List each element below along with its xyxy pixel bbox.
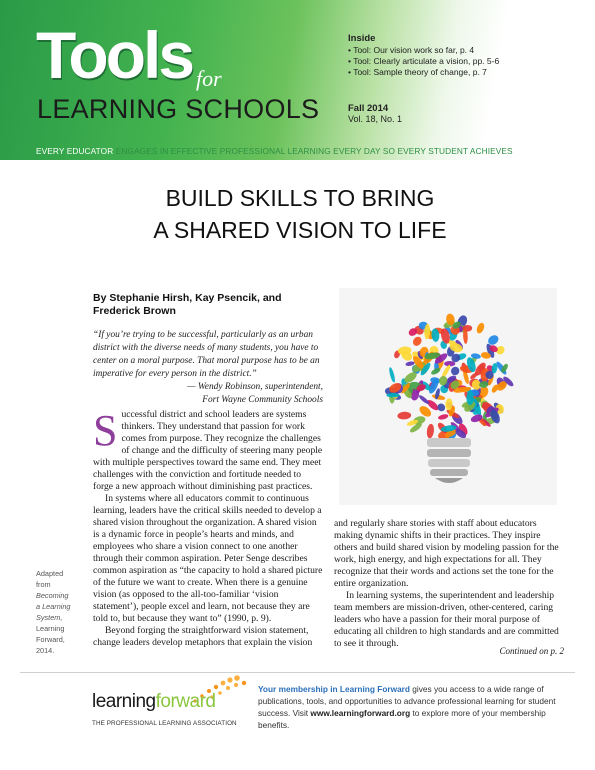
hand-shape bbox=[475, 322, 485, 335]
byline bbox=[93, 292, 323, 318]
article-paragraph: Beyond forging the straightforward vision statement, change leaders develop metaphors that explain the vision bbox=[93, 625, 313, 648]
tagline-part1: EVERY EDUCATOR bbox=[36, 146, 114, 156]
paragraph-text: uccessful district and school leaders are systems thinkers. They understand that passion for work comes from purpose. They recognize the challenges of change and the difficulty of steering many people with multiple perspectives toward the same end. They meet challenges with the conviction and fortitude needed to forge a new approach without diminishing past practices. bbox=[93, 409, 323, 492]
source-note-line: from bbox=[36, 580, 51, 589]
logo-tagline: THE PROFESSIONAL LEARNING ASSOCIATION bbox=[92, 720, 237, 727]
source-note-line: System, bbox=[36, 613, 63, 622]
source-note bbox=[36, 568, 86, 656]
website-link[interactable]: www.learningforward.org bbox=[310, 708, 411, 718]
article-column-2 bbox=[334, 518, 564, 650]
source-note-line: Adapted bbox=[36, 569, 64, 578]
inside-box bbox=[348, 33, 588, 78]
article-paragraph: and regularly share stories with staff about educators making dynamic shifts in their practices. They inspire others and build shared vision by modeling passion for the work, high energy, and high expectations for all. They recognize that their words and actions set the tone for the entire organization. bbox=[334, 518, 559, 589]
hand-shape bbox=[426, 423, 435, 438]
article-headline bbox=[50, 182, 550, 246]
hand-shape bbox=[418, 394, 430, 405]
quote-attribution-1: — Wendy Robinson, superintendent, bbox=[187, 382, 323, 392]
tagline bbox=[36, 146, 576, 156]
continued-note: Continued on p. 2 bbox=[499, 646, 564, 656]
issue-info bbox=[348, 103, 402, 125]
masthead-title: Tools bbox=[36, 18, 193, 92]
hand-shape bbox=[388, 367, 396, 383]
byline-line2: Frederick Brown bbox=[93, 305, 176, 317]
learning-forward-logo bbox=[92, 691, 215, 713]
membership-text-1: gives you access to a wide range of publications, tools, and opportunities to advance professional learning for student success. Visit bbox=[258, 684, 556, 718]
article-paragraph: In systems where all educators commit to continuous learning, leaders have the critical skills needed to develop a shared vision throughout the organization. A shared vision is a dynamic force in people’s hearts and minds, and employees who share a vision connect to one another through their common aspiration. Peter Senge describes common aspiration as “the capacity to hold a shared picture of the future we want to create. When there is a genuine vision (as opposed to the all-too-familiar ‘vision statement’), people excel and learn, not because they are told to, but because they want to” (1990, p. 9). bbox=[93, 493, 323, 624]
issue-volume: Vol. 18, No. 1 bbox=[348, 114, 403, 124]
headline-line1: BUILD SKILLS TO BRING bbox=[165, 185, 435, 211]
membership-text-2: to explore more of your membership benefits. bbox=[258, 708, 546, 730]
source-note-line: a Learning bbox=[36, 602, 71, 611]
source-note-line: Becoming bbox=[36, 591, 69, 600]
article-paragraph bbox=[93, 406, 323, 493]
drop-cap: S bbox=[93, 406, 118, 455]
hand-shape bbox=[437, 413, 448, 420]
membership-lead: Your membership in Learning Forward bbox=[258, 684, 410, 694]
pull-quote bbox=[93, 329, 323, 407]
article-column-1 bbox=[93, 406, 323, 649]
hand-shape bbox=[397, 411, 411, 420]
source-note-line: Learning bbox=[36, 624, 65, 633]
hand-shape bbox=[449, 365, 461, 377]
lightbulb-hands-illustration bbox=[339, 288, 557, 505]
tagline-part2: ENGAGES IN EFFECTIVE PROFESSIONAL LEARNING EVERY DAY SO EVERY STUDENT ACHIEVES bbox=[115, 146, 513, 156]
issue-season: Fall 2014 bbox=[348, 103, 389, 114]
hand-shape bbox=[386, 393, 399, 397]
hand-shape bbox=[436, 402, 447, 413]
source-note-line: 2014. bbox=[36, 646, 55, 655]
byline-line1: By Stephanie Hirsh, Kay Psencik, and bbox=[93, 292, 282, 304]
masthead-for: for bbox=[196, 66, 222, 91]
inside-title: Inside bbox=[348, 33, 376, 44]
logo-part1: learning bbox=[92, 691, 156, 712]
inside-item: • Tool: Our vision work so far, p. 4 bbox=[348, 45, 588, 56]
lightbulb-icon bbox=[339, 288, 557, 505]
logo-part2: forward bbox=[155, 691, 216, 712]
article-paragraph: In learning systems, the superintendent and leadership team members are mission-driven, other-centered, caring leaders who have a passion for their moral purpose of educating all children to high standards and are committed to see it through. bbox=[334, 590, 559, 649]
quote-text: “If you’re trying to be successful, particularly as an urban district with the diverse needs of many students, you have to center on a moral purpose. That moral purpose has to be an imperative for every person in the district.” bbox=[93, 330, 320, 379]
hand-shape bbox=[411, 335, 423, 347]
masthead-banner bbox=[0, 0, 595, 160]
inside-item: • Tool: Sample theory of change, p. 7 bbox=[348, 67, 588, 78]
source-note-line: Forward, bbox=[36, 635, 65, 644]
headline-line2: A SHARED VISION TO LIFE bbox=[153, 217, 447, 243]
inside-item: • Tool: Clearly articulate a vision, pp. 5-6 bbox=[348, 56, 588, 67]
quote-attribution-2: Fort Wayne Community Schools bbox=[202, 395, 323, 405]
membership-note bbox=[258, 683, 578, 731]
footer-divider bbox=[20, 672, 575, 673]
masthead-subtitle: LEARNING SCHOOLS bbox=[37, 94, 320, 124]
